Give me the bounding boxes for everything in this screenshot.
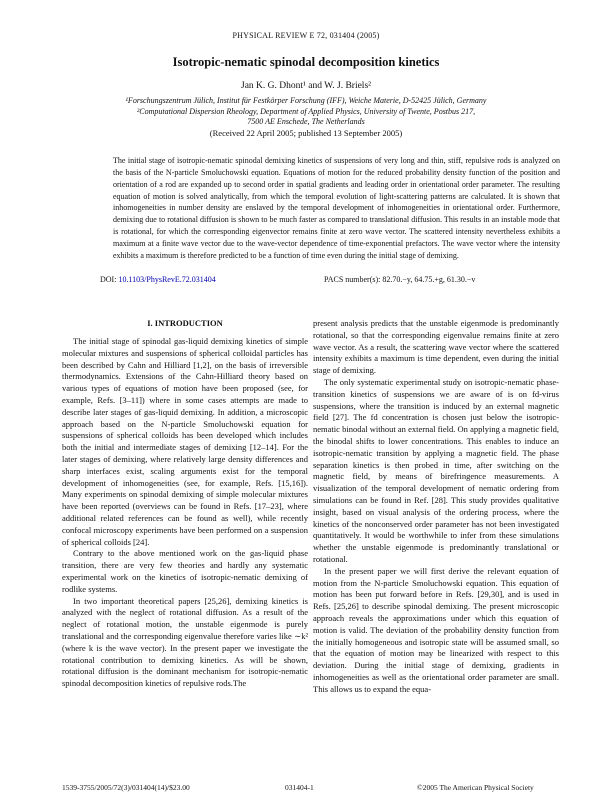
received-date: (Received 22 April 2005; published 13 September 2005) [209, 128, 403, 138]
section-heading: I. INTRODUCTION [147, 318, 223, 328]
affiliation-2: ²Computational Dispersion Rheology, Department of Applied Physics, University of Twente, Postbus 217, [136, 107, 476, 116]
left-column [62, 336, 308, 690]
abstract: The initial stage of isotropic-nematic spinodal demixing kinetics of suspensions of very long and thin, stiff, repulsive rods is analyzed on the basis of the N-particle Smoluchowski equation. Equations of motion for the reduced probability density function of the position and orientation of a rod are expanded up to second order in spatial gradients and leading order in orientational order parameter. The resulting equation of motion is solved analytically, from which the temporal evolution of light-scattering patterns are calculated. It is shown that inhomogeneities in number density are enslaved by the temporal development of inhomogeneities in orientational order. Furthermore, demixing due to rotational diffusion is shown to be much faster as compared to translational diffusion. This results in an instable mode that is rotational, for which the corresponding eigenvector remains finite at zero wave vector. The scattered intensity nevertheless exhibits a maximum at a finite wave vector due to the wave-vector dependence of time-exponential prefactors. The wave vector where the intensity exhibits a maximum is therefore predicted to be a function of time even during the initial stage of demixing. [113, 156, 560, 260]
paragraph: In two important theoretical papers [25,26], demixing kinetics is analyzed with the neglect of rotational diffusion. As a result of the neglect of rotational motion, the unstable eigenmode is purely translational and the corresponding eigenvalue therefore varies like ∼k² (where k is the wave vector). In the present paper we investigate the rotational contribution to demixing kinetics. As will be shown, rotational diffusion is the dominant mechanism for isotropic-nematic spinodal decomposition kinetics of repulsive rods.The [62, 595, 308, 689]
paragraph: In the present paper we will first derive the relevant equation of motion from the N-particle Smoluchowski equation. This equation of motion has been put forward before in Refs. [29,30], and is used in Refs. [25,26] to describe spinodal demixing. The present microscopic approach reveals the approximations under which this equation of motion is valid. The deviation of the probability density function from the initially homogeneous and isotropic state will be assumed small, so that the equation of motion may be linearized with respect to this deviation. During the initial stage of demixing, gradients in inhomogeneities as well as the orientational order parameter are small. This allows us to expand the equa- [313, 565, 559, 694]
doi-label: DOI: [100, 275, 117, 284]
paragraph: present analysis predicts that the unstable eigenmode is predominantly rotational, so that the corresponding eigenvalue remains finite at zero wave vector. As a result, the scattering wave vector where the scattered intensity exhibits a maximum is time dependent, even during the initial stage of demixing. [313, 318, 559, 376]
paper-title: Isotropic-nematic spinodal decomposition kinetics [172, 55, 440, 69]
paragraph: Contrary to the above mentioned work on the gas-liquid phase transition, there are very few theories and hardly any systematic experimental work on the kinetics of isotropic-nematic demixing of rodlike systems. [62, 548, 308, 594]
footer-copyright: ©2005 The American Physical Society [417, 783, 534, 792]
affiliation-2-cont: 7500 AE Enschede, The Netherlands [247, 117, 365, 126]
doi-line [100, 275, 216, 284]
paragraph: The only systematic experimental study on isotropic-nematic phase-transition kinetics of suspensions we are aware of is on fd-virus suspensions, where the transition is induced by an external magnetic field [27]. The fd concentration is chosen just below the isotropic-nematic binodal without an external field. On applying a magnetic field, the binodal shifts to lower concentrations. This enables to induce an isotropic-nematic transition by applying a magnetic field. The phase separation kinetics is then probed in time, after switching on the magnetic field, by means of birefringence measurements. A visualization of the temporal development of nematic ordering from simulations can be found in Ref. [28]. This study provides qualitative insight, based on visual analysis of the ordering process, where the kinetics of the nonconserved order parameter has not been investigated quantitatively. It would be worthwhile to infer from these simulations whether the unstable eigenmode is predominantly translational or rotational. [313, 376, 559, 564]
right-column [313, 318, 559, 696]
pacs-numbers: PACS number(s): 82.70.−y, 64.75.+g, 61.30.−v [324, 275, 476, 284]
journal-header: PHYSICAL REVIEW E 72, 031404 (2005) [232, 31, 380, 40]
doi-link[interactable]: 10.1103/PhysRevE.72.031404 [118, 275, 216, 284]
footer-issn: 1539-3755/2005/72(3)/031404(14)/$23.00 [62, 783, 190, 792]
authors: Jan K. G. Dhont¹ and W. J. Briels² [241, 81, 371, 91]
paragraph: The initial stage of spinodal gas-liquid demixing kinetics of simple molecular mixtures and suspensions of spherical colloidal particles has been described by Cahn and Hilliard [1,2], on the basis of irreversible thermodynamics. Extensions of the Cahn-Hilliard theory based on various types of equations of motion have been proposed (see, for example, Refs. [3–11]) where in some cases attempts are made to describe later stages of gas-liquid demixing. In addition, a microscopic approach based on the N-particle Smoluchowski equation for suspensions of spherical colloids has been developed which includes both the initial and intermediate stages of demixing [12–14]. For the later stages of demixing, where relatively large density differences and sharp interfaces exist, scaling arguments exist for the temporal development of inhomogeneities (see, for example, Refs. [15,16]). Many experiments on spinodal demixing of simple molecular mixtures have been reported (overviews can be found in Refs. [17–23], where additional related references can be found as well), while recently confocal microscopy experiments have been performed on a suspension of spherical colloids [24]. [62, 336, 308, 547]
footer-page: 031404-1 [285, 783, 314, 792]
affiliation-1: ¹Forschungszentrum Jülich, Institut für Festkörper Forschung (IFF), Weiche Materie, D-52425 Jülich, Germany [125, 96, 487, 105]
